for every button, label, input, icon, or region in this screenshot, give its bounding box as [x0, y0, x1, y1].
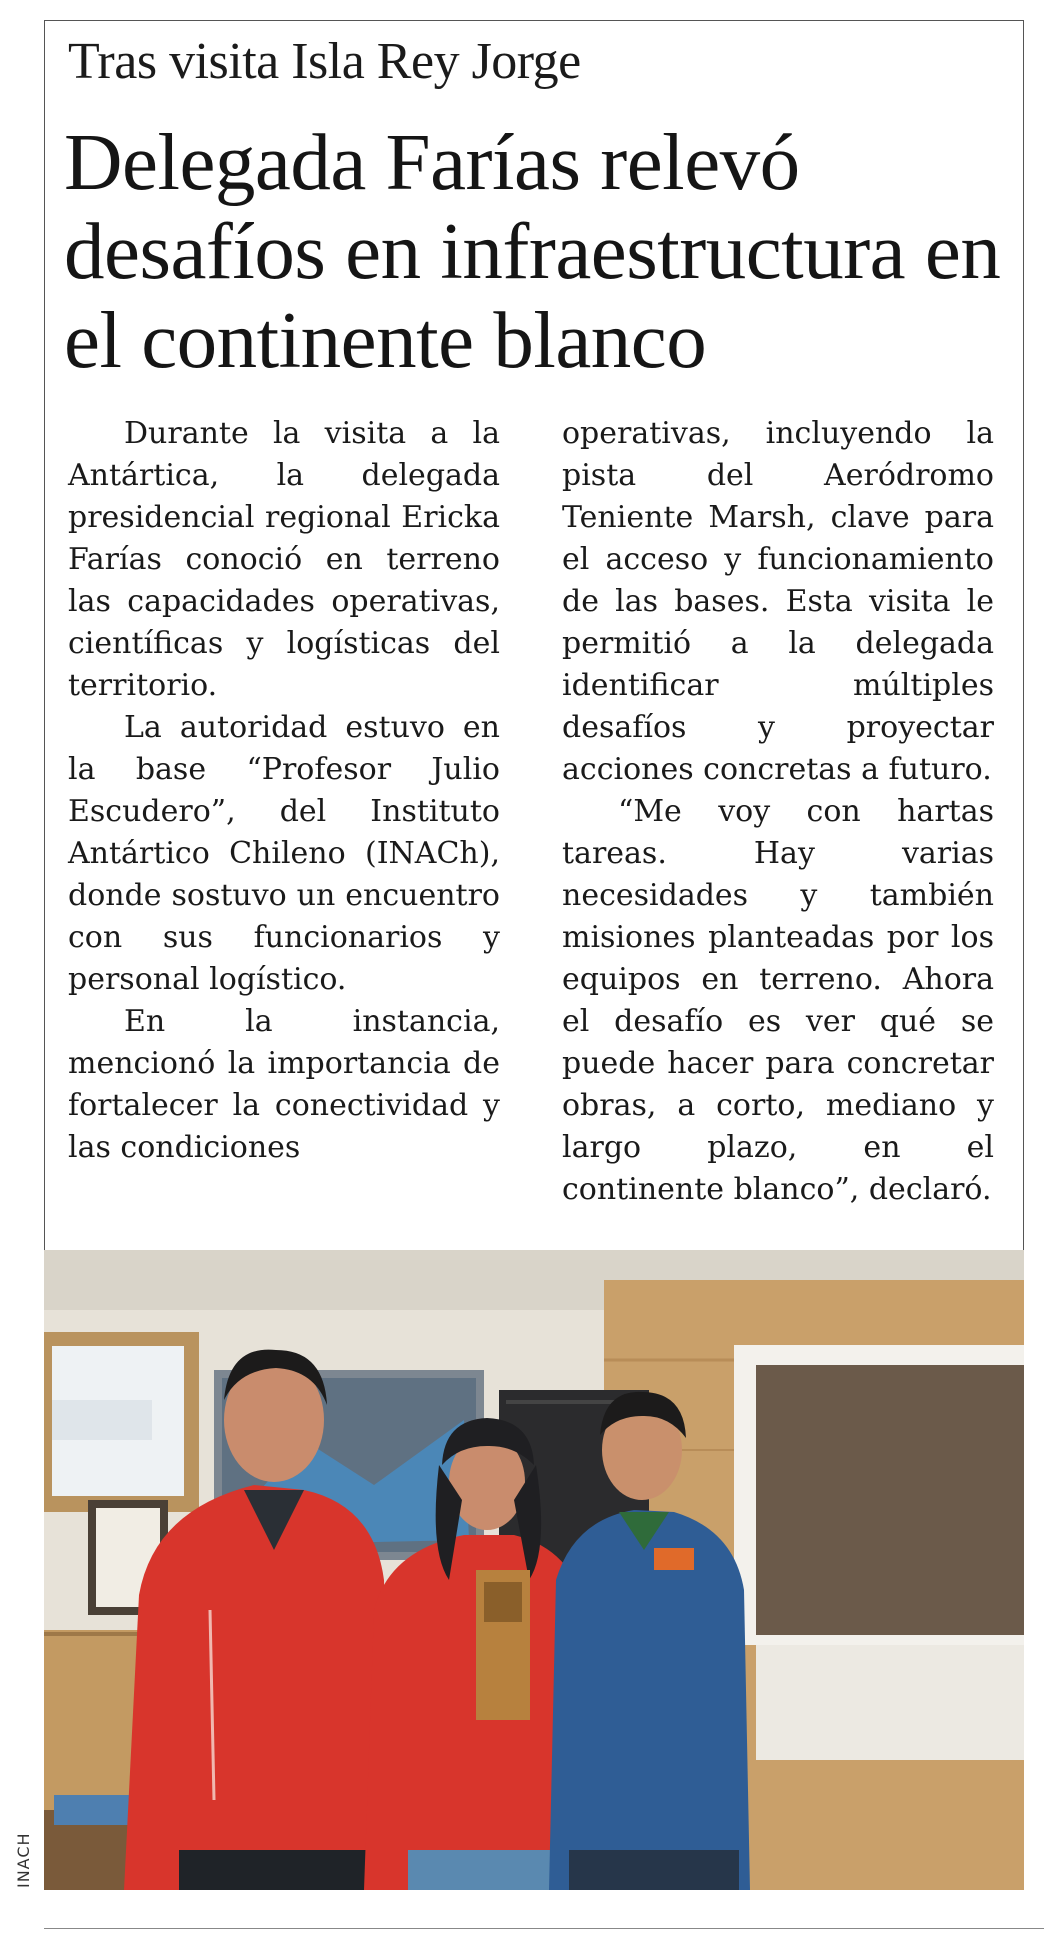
article-photo	[44, 1250, 1024, 1890]
body-column-left	[68, 413, 500, 1169]
photo-credit: INACH	[14, 1832, 33, 1888]
paragraph: Durante la visita a la Antártica, la delegada presidencial regional Ericka Farías conoció en terreno las capacidades operativas, científicas y logísticas del territorio.	[68, 416, 500, 703]
divider	[44, 1928, 1044, 1929]
paragraph: operativas, incluyendo la pista del Aeródromo Teniente Marsh, clave para el acceso y funcionamiento de las bases. Esta visita le permitió a la delegada identificar múltiples desafíos y proyectar acciones concretas a futuro.	[562, 416, 994, 787]
body-column-right	[562, 413, 994, 1211]
photo-illustration	[44, 1250, 1024, 1890]
paragraph: “Me voy con hartas tareas. Hay varias necesidades y también misiones planteadas por los equipos en terreno. Ahora el desafío es ver qué se puede hacer para concretar obras, a corto, mediano y largo plazo, en el continente blanco”, declaró.	[562, 794, 994, 1207]
paragraph: En la instancia, mencionó la importancia de fortalecer la conectividad y las condiciones	[68, 1004, 500, 1165]
kicker: Tras visita Isla Rey Jorge	[68, 33, 581, 90]
paragraph: La autoridad estuvo en la base “Profesor Julio Escudero”, del Instituto Antártico Chileno (INACh), donde sostuvo un encuentro con sus funcionarios y personal logístico.	[68, 710, 500, 997]
headline: Delegada Farías relevó desafíos en infraestructura en el continente blanco	[64, 117, 1001, 385]
